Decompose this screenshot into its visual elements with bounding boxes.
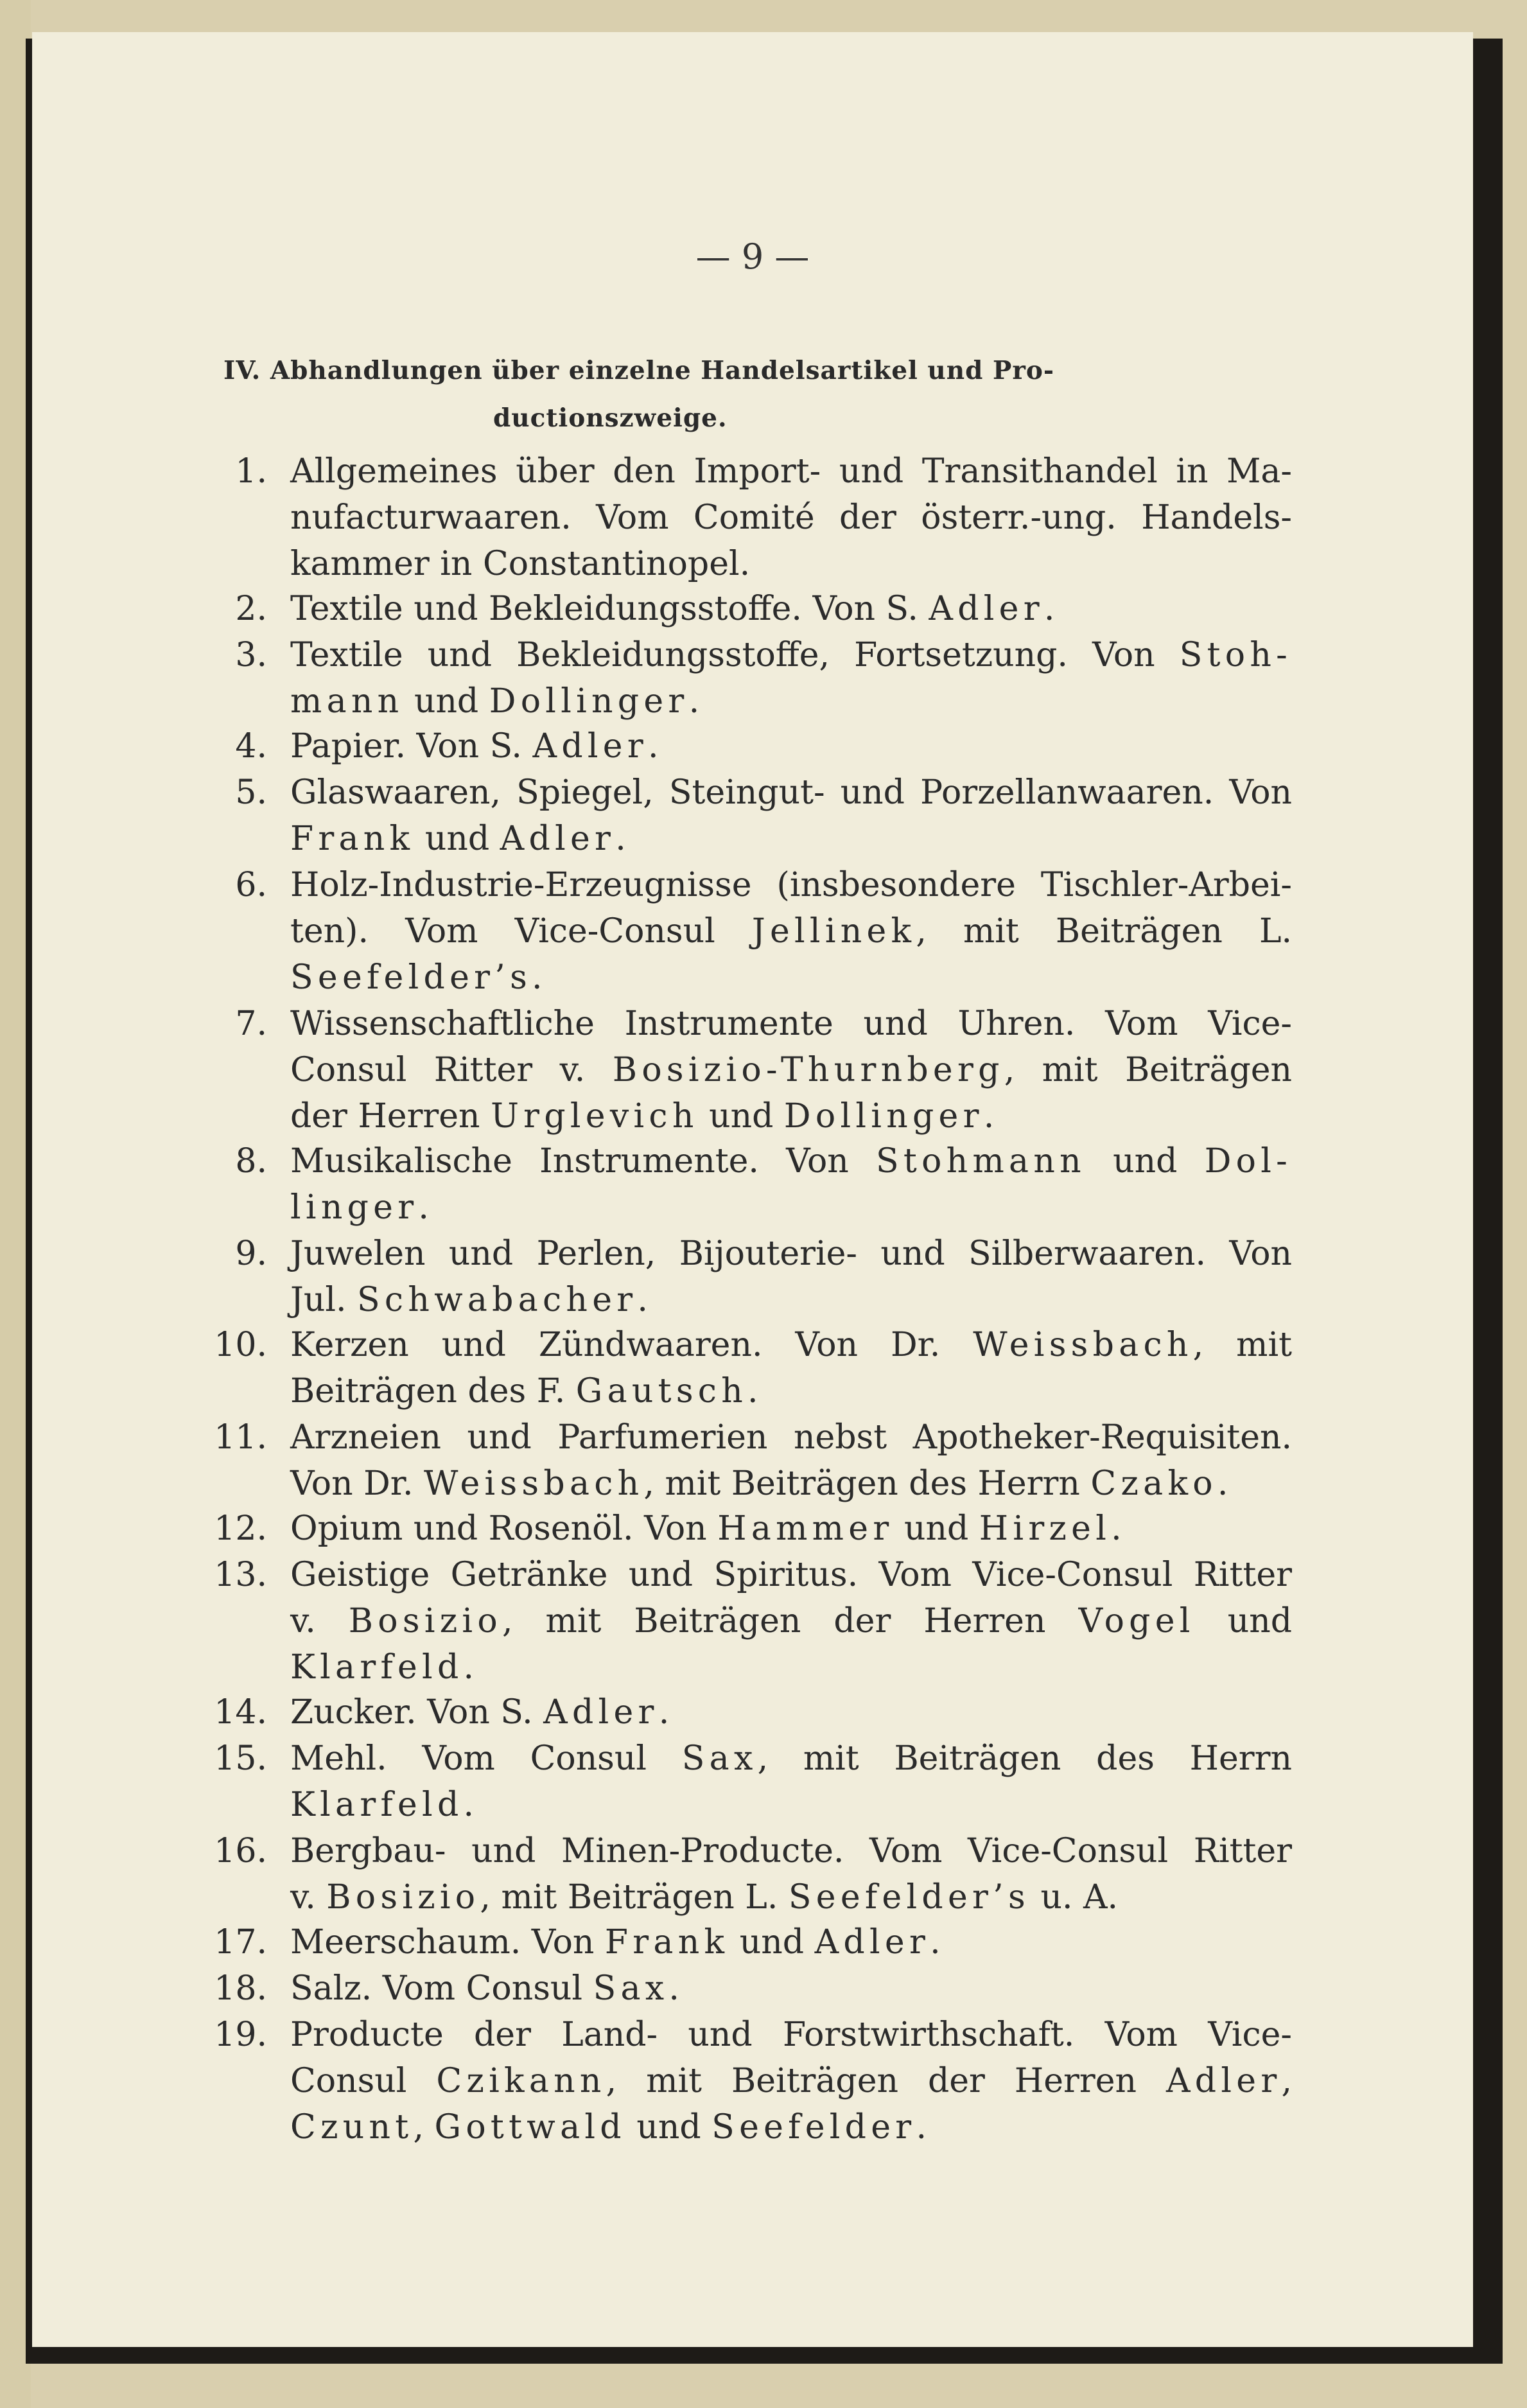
entry-text-line — [290, 1231, 1292, 1277]
entry-text-line — [290, 1047, 1292, 1093]
entry-number: 9. — [235, 1235, 267, 1273]
entry-text-line — [290, 1828, 1292, 1874]
author-name: Klarfeld — [290, 1786, 464, 1824]
entry-text: Von Dr. — [290, 1464, 424, 1503]
author-name: Hammer — [717, 1509, 894, 1548]
section-title-line2: ductionszweige. — [493, 403, 728, 433]
author-name: Czunt — [290, 2108, 414, 2147]
entry-text: . — [648, 727, 659, 766]
entry-text: und — [1085, 1142, 1205, 1181]
author-name: Frank — [604, 1923, 729, 1962]
entry-text: . — [930, 1923, 941, 1962]
entry-text-line — [290, 1598, 1292, 1644]
entry-number: 14. — [214, 1693, 267, 1732]
author-name: Weissbach — [424, 1464, 644, 1503]
author-name: Stoh- — [1179, 636, 1292, 674]
entry-text: . — [463, 1648, 475, 1687]
entry-text: und — [698, 1097, 784, 1136]
author-name: Urglevich — [491, 1097, 699, 1136]
entry-text-line — [290, 769, 1292, 816]
author-name: mann — [290, 682, 404, 721]
entry-number: 4. — [235, 727, 267, 766]
entry-text-line — [290, 862, 1292, 908]
entry-text: Textile und Bekleidungsstoffe, Fortsetzung. Von — [290, 636, 1180, 674]
author-name: Adler — [1165, 2062, 1282, 2100]
entry-number: 11. — [214, 1418, 267, 1457]
entry-text-line — [290, 632, 1292, 678]
entry-text-line — [290, 678, 1292, 725]
entry-text: Mehl. Vom Consul — [290, 1739, 682, 1778]
entry-text: und — [625, 2108, 712, 2147]
entry-text: Meerschaum. Von — [290, 1923, 605, 1962]
entry-text: Papier. Von S. — [290, 727, 533, 766]
entry-text-line — [290, 1644, 1292, 1691]
entry-text-line — [290, 1368, 1292, 1414]
entry-text: , mit Beiträgen — [1004, 1051, 1292, 1089]
entry-text: . — [532, 958, 543, 997]
entry-text-line — [290, 541, 1292, 587]
entry-text: und — [1194, 1602, 1293, 1640]
entry-text: und — [403, 682, 489, 721]
entry-text-line — [290, 1184, 1292, 1231]
entry-text: nufacturwaaren. Vom Comité der österr.-ung. Handels- — [290, 498, 1292, 537]
author-name: Jellinek — [751, 912, 916, 951]
entry-text-line — [290, 1093, 1292, 1139]
entry-text: u. A. — [1029, 1878, 1119, 1917]
entry-text: Arzneien und Parfumerien nebst Apotheker-Requisiten. — [290, 1418, 1292, 1457]
entry-text: Textile und Bekleidungsstoffe. Von S. — [290, 590, 929, 628]
author-name: Schwabacher — [357, 1281, 638, 1319]
entry-text: Beiträgen des F. — [290, 1372, 576, 1411]
entry-text: , mit Beiträgen des Herrn — [643, 1464, 1091, 1503]
entry-text: , — [413, 2108, 435, 2147]
entry-text-line — [290, 954, 1292, 1001]
entry-text: Zucker. Von S. — [290, 1693, 544, 1732]
author-name: Hirzel — [979, 1509, 1112, 1548]
entry-text: , mit Beiträgen der Herren — [502, 1602, 1079, 1640]
entry-text: , — [1281, 2062, 1293, 2100]
entry-number: 16. — [214, 1832, 267, 1870]
author-name: Seefelder’s — [788, 1878, 1030, 1917]
entry-number: 13. — [214, 1556, 267, 1594]
entry-text: . — [463, 1786, 475, 1824]
author-name: Czikann — [436, 2062, 606, 2100]
entry-text: . — [418, 1188, 429, 1227]
entry-text: Kerzen und Zündwaaren. Von Dr. — [290, 1326, 973, 1364]
entry-number: 12. — [214, 1509, 267, 1548]
entry-text-line — [290, 1461, 1292, 1507]
entry-text-line — [290, 816, 1292, 862]
author-name: Seefelder — [711, 2108, 916, 2147]
entry-text: Wissenschaftliche Instrumente und Uhren. Vom Vice- — [290, 1005, 1292, 1043]
entry-text: . — [668, 1969, 679, 2008]
entry-text: . — [747, 1372, 758, 1411]
author-name: Adler — [532, 727, 648, 766]
entry-text: , mit Beiträgen L. — [480, 1878, 789, 1917]
entry-text-line — [290, 1414, 1292, 1461]
author-name: Dol- — [1204, 1142, 1293, 1181]
entry-number: 7. — [235, 1005, 267, 1043]
entry-text: . — [1043, 590, 1055, 628]
entry-text-line — [290, 1277, 1292, 1323]
author-name: Czako — [1090, 1464, 1217, 1503]
author-name: Gautsch — [575, 1372, 747, 1411]
entry-text-line — [290, 2058, 1292, 2104]
entry-text: Jul. — [290, 1281, 358, 1319]
entry-text: kammer in Constantinopel. — [290, 545, 751, 583]
entry-text: und — [893, 1509, 979, 1548]
entry-text-line — [290, 723, 1292, 769]
author-name: Bosizio — [348, 1602, 502, 1640]
entry-text-line — [290, 1322, 1292, 1368]
entry-text-line — [290, 1965, 1292, 2012]
author-name: Klarfeld — [290, 1648, 464, 1687]
entry-text-line — [290, 1736, 1292, 1782]
entry-text-line — [290, 1919, 1292, 1965]
entry-text: und — [729, 1923, 815, 1962]
entry-text: Glaswaaren, Spiegel, Steingut- und Porzellanwaaren. Von — [290, 773, 1292, 812]
entry-text: Geistige Getränke und Spiritus. Vom Vice-Consul Ritter — [290, 1556, 1292, 1594]
section-numeral: IV. — [223, 356, 261, 385]
author-name: Gottwald — [434, 2108, 626, 2147]
entry-list — [32, 32, 1473, 2347]
entry-text: . — [1217, 1464, 1228, 1503]
entry-number: 10. — [214, 1326, 267, 1364]
entry-text-line — [290, 1689, 1292, 1736]
entry-text: Musikalische Instrumente. Von — [290, 1142, 877, 1181]
entry-text: Opium und Rosenöl. Von — [290, 1509, 718, 1548]
entry-text: v. — [290, 1878, 327, 1917]
entry-text: . — [615, 820, 626, 858]
entry-number: 19. — [214, 2016, 267, 2054]
entry-text-line — [290, 586, 1292, 632]
author-name: Adler — [500, 820, 616, 858]
entry-number: 18. — [214, 1969, 267, 2008]
entry-text-line — [290, 2012, 1292, 2058]
entry-number: 6. — [235, 866, 267, 904]
entry-text: , mit — [1192, 1326, 1292, 1364]
entry-text: Holz-Industrie-Erzeugnisse (insbesondere Tischler-Arbei- — [290, 866, 1292, 904]
entry-number: 2. — [235, 590, 267, 628]
author-name: Adler — [814, 1923, 930, 1962]
entry-text: Producte der Land- und Forstwirthschaft. Vom Vice- — [290, 2016, 1292, 2054]
entry-text: , mit Beiträgen der Herren — [606, 2062, 1166, 2100]
author-name: Dollinger — [783, 1097, 984, 1136]
entry-text: . — [688, 682, 700, 721]
entry-text: der Herren — [290, 1097, 491, 1136]
author-name: Bosizio — [326, 1878, 480, 1917]
entry-text: , mit Beiträgen des Herrn — [757, 1739, 1292, 1778]
author-name: Seefelder’s — [290, 958, 532, 997]
author-name: Weissbach — [973, 1326, 1193, 1364]
entry-text-line — [290, 448, 1292, 495]
entry-text-line — [290, 1138, 1292, 1184]
author-name: Vogel — [1078, 1602, 1195, 1640]
entry-text-line — [290, 2104, 1292, 2150]
entry-text: . — [1111, 1509, 1122, 1548]
entry-number: 3. — [235, 636, 267, 674]
entry-text: . — [637, 1281, 648, 1319]
entry-text: . — [916, 2108, 927, 2147]
entry-number: 1. — [235, 452, 267, 491]
entry-text: , mit Beiträgen L. — [916, 912, 1292, 951]
book-page — [32, 32, 1473, 2347]
author-name: Sax — [593, 1969, 669, 2008]
entry-text-line — [290, 1874, 1292, 1920]
entry-text-line — [290, 1506, 1292, 1552]
entry-text: v. — [290, 1602, 349, 1640]
author-name: Dollinger — [489, 682, 689, 721]
author-name: Sax — [681, 1739, 758, 1778]
entry-text: . — [983, 1097, 995, 1136]
entry-text: Juwelen und Perlen, Bijouterie- und Silberwaaren. Von — [290, 1235, 1292, 1273]
entry-text: Consul — [290, 2062, 437, 2100]
author-name: linger — [290, 1188, 419, 1227]
entry-text-line — [290, 495, 1292, 541]
entry-number: 8. — [235, 1142, 267, 1181]
entry-text: . — [658, 1693, 670, 1732]
entry-text: Salz. Vom Consul — [290, 1969, 593, 2008]
author-name: Adler — [929, 590, 1044, 628]
entry-number: 15. — [214, 1739, 267, 1778]
entry-text-line — [290, 908, 1292, 954]
section-title-line1: Abhandlungen über einzelne Handelsartikel und Pro- — [270, 356, 1055, 385]
entry-text: und — [414, 820, 500, 858]
entry-text: Allgemeines über den Import- und Transithandel in Ma- — [290, 452, 1292, 491]
entry-number: 5. — [235, 773, 267, 812]
author-name: Stohmann — [876, 1142, 1086, 1181]
entry-text: Consul Ritter v. — [290, 1051, 613, 1089]
entry-text: ten). Vom Vice-Consul — [290, 912, 752, 951]
author-name: Bosizio-Thurnberg — [612, 1051, 1004, 1089]
author-name: Frank — [290, 820, 415, 858]
entry-number: 17. — [214, 1923, 267, 1962]
entry-text-line — [290, 1552, 1292, 1598]
page-number: — 9 — — [695, 236, 810, 277]
author-name: Adler — [543, 1693, 659, 1732]
entry-text-line — [290, 1001, 1292, 1047]
entry-text-line — [290, 1782, 1292, 1828]
entry-text: Bergbau- und Minen-Producte. Vom Vice-Consul Ritter — [290, 1832, 1292, 1870]
